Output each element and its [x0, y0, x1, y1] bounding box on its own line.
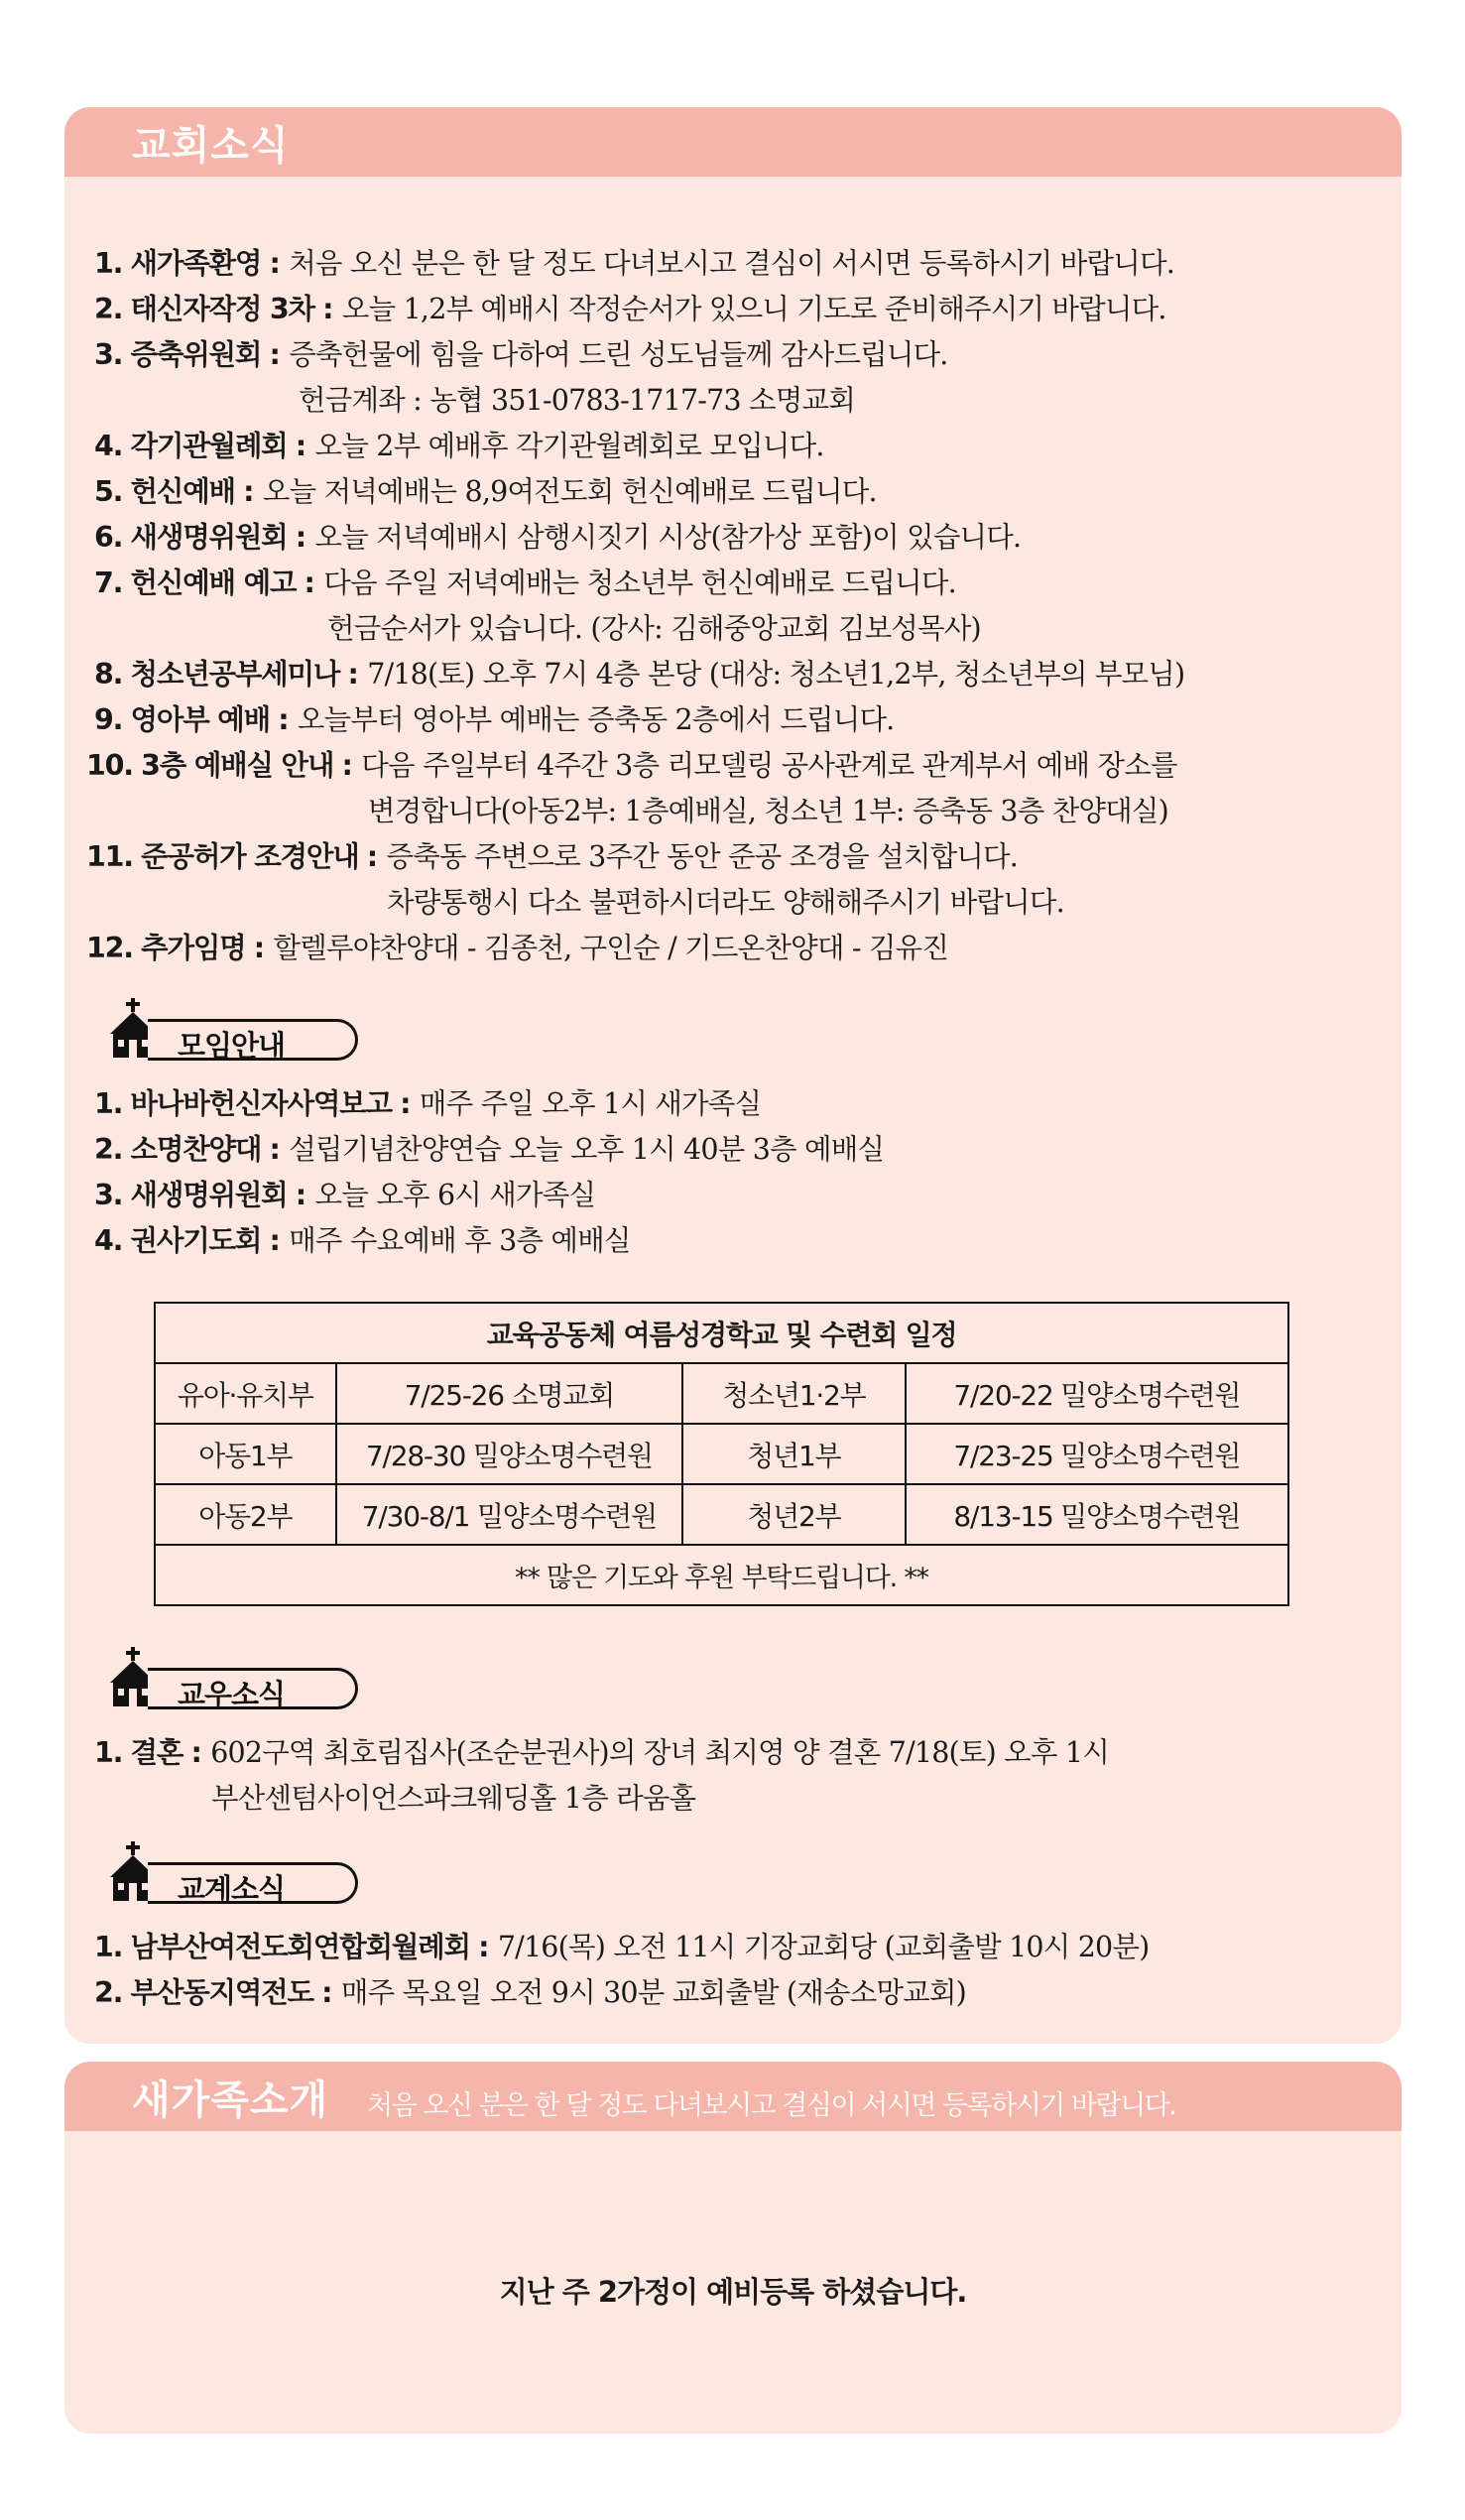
camp-schedule-table: [154, 1302, 1289, 1606]
news-item-head: 영아부 예배: [130, 703, 270, 736]
new-family-note: 지난 주 2가정이 예비등록 하셨습니다.: [499, 2275, 967, 2309]
meetings-title: 모임안내: [178, 1029, 286, 1063]
church-community-item-head: 남부산여전도회연합회월례회: [130, 1931, 470, 1963]
news-item-text: 오늘 2부 예배후 각기관월례회로 모입니다.: [314, 430, 824, 462]
news-item-3: 3. 증축위원회 : 증축헌물에 힘을 다하여 드린 성도님들께 감사드립니다.: [94, 338, 948, 371]
news-item-text: 다음 주일부터 4주간 3층 리모델링 공사관계로 관계부서 예배 장소를: [361, 749, 1177, 782]
table-cell: 청년1부: [682, 1424, 906, 1484]
table-cell: 7/28-30 밀양소명수련원: [336, 1424, 682, 1484]
meeting-item-text: 오늘 오후 6시 새가족실: [314, 1179, 596, 1211]
news-item-2: 2. 태신자작정 3차 : 오늘 1,2부 예배시 작정순서가 있으니 기도로 준비해주시기 바랍니다.: [94, 293, 1166, 325]
church-community-item-head: 부산동지역전도: [130, 1976, 313, 2009]
table-cell: 7/30-8/1 밀양소명수련원: [336, 1484, 682, 1545]
table-cell: 7/25-26 소명교회: [336, 1363, 682, 1424]
meeting-item-3: 3. 새생명위원회 : 오늘 오후 6시 새가족실: [94, 1179, 596, 1211]
church-news-panel: [64, 107, 1402, 2044]
church-community-badge: [104, 1841, 382, 1906]
news-item-5: 5. 헌신예배 : 오늘 저녁예배는 8,9여전도회 헌신예배로 드립니다.: [94, 475, 877, 508]
news-item-11: 11. 준공허가 조경안내 : 증축동 주변으로 3주간 동안 준공 조경을 설치합니다.: [86, 840, 1019, 873]
table-cell: 유아·유치부: [155, 1363, 336, 1424]
news-item-head: 각기관월례회: [130, 430, 288, 462]
church-community-item-text: 7/16(목) 오전 11시 기장교회당 (교회출발 10시 20분): [497, 1931, 1150, 1963]
news-item-head: 청소년공부세미나: [130, 658, 340, 691]
news-item-text: 오늘 1,2부 예배시 작정순서가 있으니 기도로 준비해주시기 바랍니다.: [341, 293, 1166, 325]
member-news-item-1-cont: 부산센텀사이언스파크웨딩홀 1층 라움홀: [211, 1782, 696, 1815]
table-cell: 7/20-22 밀양소명수련원: [906, 1363, 1288, 1424]
new-family-subtitle: 처음 오신 분은 한 달 정도 다녀보시고 결심이 서시면 등록하시기 바랍니다.: [367, 2090, 1176, 2121]
table-row: [155, 1363, 1288, 1424]
table-cell: 아동1부: [155, 1424, 336, 1484]
news-item-12: 12. 추가임명 : 할렐루야찬양대 - 김종천, 구인순 / 기드온찬양대 - 김유진: [86, 932, 949, 964]
news-item-text: 처음 오신 분은 한 달 정도 다녀보시고 결심이 서시면 등록하시기 바랍니다.: [289, 247, 1174, 280]
news-item-text: 오늘 저녁예배는 8,9여전도회 헌신예배로 드립니다.: [262, 475, 877, 508]
news-item-8: 8. 청소년공부세미나 : 7/18(토) 오후 7시 4층 본당 (대상: 청소년1,2부, 청소년부의 부모님): [94, 658, 1185, 691]
new-family-panel: [64, 2062, 1402, 2434]
meeting-item-head: 권사기도회: [130, 1224, 262, 1257]
news-item-head: 헌신예배 예고: [130, 567, 297, 599]
member-news-badge: [104, 1647, 382, 1711]
church-news-header: [64, 107, 1402, 177]
church-community-title: 교계소식: [178, 1872, 286, 1906]
church-community-item-1: 1. 남부산여전도회연합회월례회 : 7/16(목) 오전 11시 기장교회당 (교회출발 10시 20분): [94, 1931, 1150, 1963]
table-title: 교육공동체 여름성경학교 및 수련회 일정: [155, 1303, 1288, 1363]
news-item-head: 증축위원회: [130, 338, 262, 371]
table-cell: 청년2부: [682, 1484, 906, 1545]
church-community-item-text: 매주 목요일 오전 9시 30분 교회출발 (재송소망교회): [340, 1976, 966, 2009]
news-item-9: 9. 영아부 예배 : 오늘부터 영아부 예배는 증축동 2층에서 드립니다.: [94, 703, 895, 736]
meeting-item-text: 설립기념찬양연습 오늘 오후 1시 40분 3층 예배실: [289, 1133, 885, 1166]
table-cell: 청소년1·2부: [682, 1363, 906, 1424]
meeting-item-1: 1. 바나바헌신자사역보고 : 매주 주일 오후 1시 새가족실: [94, 1087, 762, 1120]
news-item-7: 7. 헌신예배 예고 : 다음 주일 저녁예배는 청소년부 헌신예배로 드립니다.: [94, 567, 956, 599]
news-item-3-cont: 헌금계좌 : 농협 351-0783-1717-73 소명교회: [299, 384, 855, 417]
news-item-text: 증축동 주변으로 3주간 동안 준공 조경을 설치합니다.: [386, 840, 1019, 873]
news-item-10: 10. 3층 예배실 안내 : 다음 주일부터 4주간 3층 리모델링 공사관계로 관계부서 예배 장소를: [86, 749, 1177, 782]
member-news-title: 교우소식: [178, 1678, 286, 1711]
news-item-head: 추가임명: [141, 932, 246, 964]
church-news-title: 교회소식: [132, 123, 290, 169]
news-item-text: 오늘 저녁예배시 삼행시짓기 시상(참가상 포함)이 있습니다.: [314, 521, 1022, 554]
news-item-head: 태신자작정 3차: [130, 293, 314, 325]
member-news-item-head: 결혼: [130, 1736, 183, 1769]
meeting-item-head: 새생명위원회: [130, 1179, 288, 1211]
new-family-title: 새가족소개: [132, 2078, 329, 2123]
news-item-text: 오늘부터 영아부 예배는 증축동 2층에서 드립니다.: [297, 703, 895, 736]
meeting-item-text: 매주 주일 오후 1시 새가족실: [419, 1087, 762, 1120]
news-item-6: 6. 새생명위원회 : 오늘 저녁예배시 삼행시짓기 시상(참가상 포함)이 있습니다.: [94, 521, 1022, 554]
table-title-row: [155, 1303, 1288, 1363]
meeting-item-head: 바나바헌신자사역보고: [130, 1087, 392, 1120]
news-item-7-cont: 헌금순서가 있습니다. (강사: 김해중앙교회 김보성목사): [327, 612, 981, 645]
table-cell: 8/13-15 밀양소명수련원: [906, 1484, 1288, 1545]
table-note-row: [155, 1545, 1288, 1605]
news-item-text: 할렐루야찬양대 - 김종천, 구인순 / 기드온찬양대 - 김유진: [273, 932, 949, 964]
church-community-item-2: 2. 부산동지역전도 : 매주 목요일 오전 9시 30분 교회출발 (재송소망교회): [94, 1976, 966, 2009]
news-item-1: 1. 새가족환영 : 처음 오신 분은 한 달 정도 다녀보시고 결심이 서시면 등록하시기 바랍니다.: [94, 247, 1174, 280]
news-item-head: 새생명위원회: [130, 521, 288, 554]
news-item-text: 7/18(토) 오후 7시 4층 본당 (대상: 청소년1,2부, 청소년부의 부모님): [367, 658, 1185, 691]
table-cell: 7/23-25 밀양소명수련원: [906, 1424, 1288, 1484]
news-item-text: 다음 주일 저녁예배는 청소년부 헌신예배로 드립니다.: [323, 567, 956, 599]
meeting-item-text: 매주 수요예배 후 3층 예배실: [289, 1224, 631, 1257]
meeting-item-4: 4. 권사기도회 : 매주 수요예배 후 3층 예배실: [94, 1224, 631, 1257]
news-item-11-cont: 차량통행시 다소 불편하시더라도 양해해주시기 바랍니다.: [387, 886, 1064, 919]
news-item-head: 3층 예배실 안내: [141, 749, 334, 782]
meeting-item-2: 2. 소명찬양대 : 설립기념찬양연습 오늘 오후 1시 40분 3층 예배실: [94, 1133, 885, 1166]
table-row: [155, 1424, 1288, 1484]
meetings-badge: [104, 998, 382, 1063]
news-item-10-cont: 변경합니다(아동2부: 1층예배실, 청소년 1부: 증축동 3층 찬양대실): [368, 795, 1168, 827]
news-item-head: 새가족환영: [130, 247, 262, 280]
news-item-text: 증축헌물에 힘을 다하여 드린 성도님들께 감사드립니다.: [289, 338, 948, 371]
table-row: [155, 1484, 1288, 1545]
member-news-item-text: 602구역 최호림집사(조순분권사)의 장녀 최지영 양 결혼 7/18(토) 오후 1시: [210, 1736, 1109, 1769]
member-news-item-1: 1. 결혼 : 602구역 최호림집사(조순분권사)의 장녀 최지영 양 결혼 7/18(토) 오후 1시: [94, 1736, 1109, 1769]
new-family-header: [64, 2062, 1402, 2131]
table-cell: 아동2부: [155, 1484, 336, 1545]
meeting-item-head: 소명찬양대: [130, 1133, 262, 1166]
news-item-4: 4. 각기관월례회 : 오늘 2부 예배후 각기관월례회로 모입니다.: [94, 430, 824, 462]
news-item-head: 준공허가 조경안내: [141, 840, 359, 873]
news-item-head: 헌신예배: [130, 475, 235, 508]
table-note: ** 많은 기도와 후원 부탁드립니다. **: [155, 1545, 1288, 1605]
